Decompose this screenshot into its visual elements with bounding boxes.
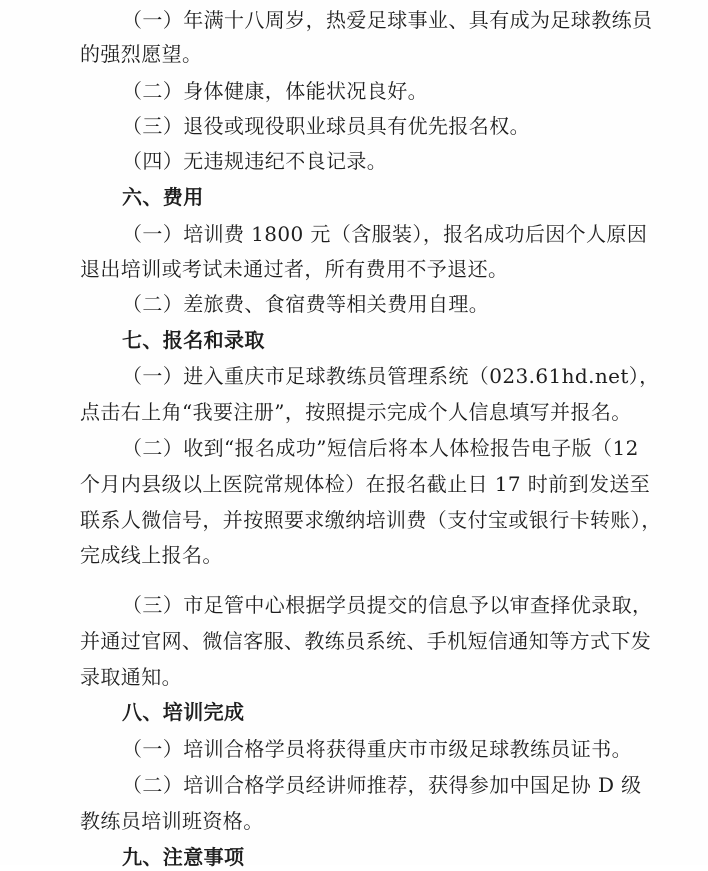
item-training-fee-cont: 退出培训或考试未通过者，所有费用不予退还。 (80, 257, 509, 281)
item-recommendation-cont: 教练员培训班资格。 (80, 809, 264, 833)
section-heading-notes: 九、注意事项 (122, 845, 245, 869)
item-record: （四）无违规违纪不良记录。 (122, 149, 388, 173)
item-register-system-cont: 点击右上角“我要注册”，按照提示完成个人信息填写并报名。 (80, 400, 632, 424)
item-selection-cont1: 并通过官网、微信客服、教练员系统、手机短信通知等方式下发 (80, 629, 652, 653)
item-submit-report-cont1: 个月内县级以上医院常规体检）在报名截止日 17 时前到发送至 (80, 472, 651, 496)
item-travel-fee: （二）差旅费、食宿费等相关费用自理。 (122, 292, 490, 316)
item-age-requirement-cont: 的强烈愿望。 (80, 42, 203, 66)
item-selection: （三）市足管中心根据学员提交的信息予以审查择优录取， (122, 593, 653, 617)
section-heading-fees: 六、费用 (122, 185, 204, 209)
item-priority: （三）退役或现役职业球员具有优先报名权。 (122, 114, 530, 138)
item-submit-report-cont3: 完成线上报名。 (80, 543, 223, 567)
section-heading-completion: 八、培训完成 (122, 700, 245, 724)
item-submit-report: （二）收到“报名成功”短信后将本人体检报告电子版（12 (122, 436, 639, 460)
item-recommendation: （二）培训合格学员经讲师推荐，获得参加中国足协 D 级 (122, 773, 642, 797)
item-training-fee: （一）培训费 1800 元（含服装），报名成功后因个人原因 (122, 222, 648, 246)
item-selection-cont2: 录取通知。 (80, 665, 182, 689)
item-age-requirement: （一）年满十八周岁，热爱足球事业、具有成为足球教练员 (122, 8, 653, 32)
section-heading-registration: 七、报名和录取 (122, 328, 265, 352)
item-submit-report-cont2: 联系人微信号，并按照要求缴纳培训费（支付宝或银行卡转账）， (80, 508, 662, 532)
item-register-system: （一）进入重庆市足球教练员管理系统（023.61hd.net）， (122, 364, 660, 388)
item-health: （二）身体健康，体能状况良好。 (122, 79, 428, 103)
item-certificate: （一）培训合格学员将获得重庆市市级足球教练员证书。 (122, 737, 632, 761)
